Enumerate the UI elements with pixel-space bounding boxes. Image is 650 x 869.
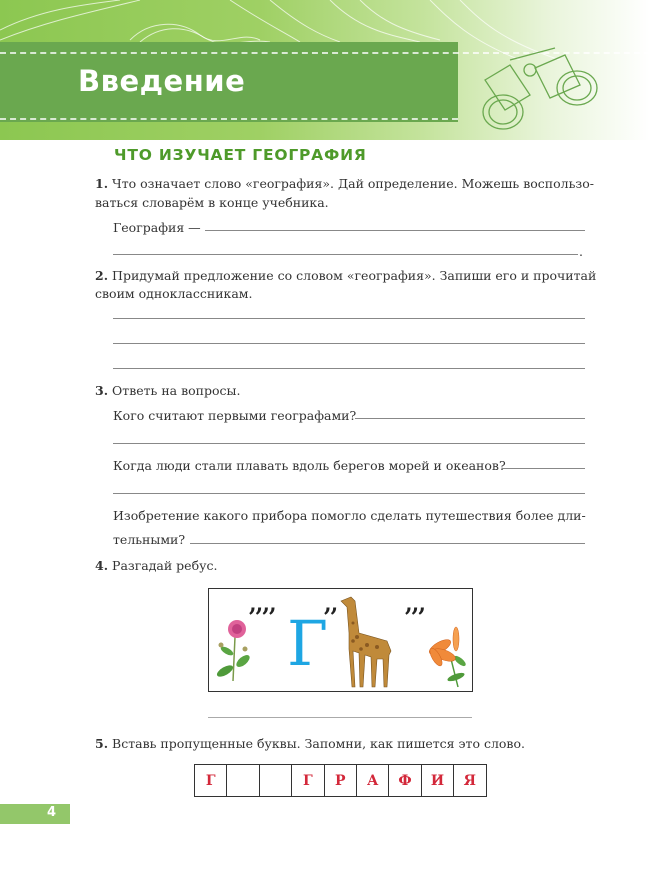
task-text: Разгадай ребус.: [112, 558, 218, 573]
letter-cell: И: [422, 765, 454, 796]
rebus-commas-1: ,,,,: [249, 591, 276, 617]
lily-icon: [424, 625, 468, 689]
letter-grid: [194, 764, 487, 797]
stitch-line-bottom: [0, 118, 458, 122]
question-1: Кого считают первыми географами?: [113, 408, 357, 423]
task-text: Что означает слово «география». Дай определение. Можешь воспользо-: [112, 176, 594, 191]
task-text: Ответь на вопросы.: [112, 383, 241, 398]
task-2-line-1: [95, 266, 596, 286]
task-1-line-1: [95, 174, 594, 194]
letter-cell: Г: [195, 765, 227, 796]
letter-cell: А: [357, 765, 389, 796]
task-number: 3.: [95, 383, 109, 398]
letter-cell: Г: [292, 765, 324, 796]
answer-line[interactable]: [113, 318, 585, 319]
rebus-box: [208, 588, 473, 692]
letter-cell: Р: [325, 765, 357, 796]
letter-cell-blank[interactable]: [260, 765, 292, 796]
task-2-line-2: своим одноклассникам.: [95, 286, 253, 301]
answer-line[interactable]: [355, 418, 585, 419]
task-text: Придумай предложение со словом «география». Запиши его и прочитай: [112, 268, 597, 283]
question-3-cont: тельными?: [113, 532, 186, 547]
answer-line[interactable]: [502, 468, 585, 469]
task-5-heading: [95, 734, 525, 754]
section-title: ЧТО ИЗУЧАЕТ ГЕОГРАФИЯ: [114, 146, 367, 164]
binoculars-icon: [465, 40, 615, 135]
rebus-commas-2: ,,: [324, 591, 338, 617]
rebus-letter: Г: [287, 607, 329, 680]
answer-line[interactable]: [113, 343, 585, 344]
task-number: 1.: [95, 176, 109, 191]
task-number: 5.: [95, 736, 109, 751]
letter-cell: Ф: [389, 765, 421, 796]
task-number: 4.: [95, 558, 109, 573]
task-text: Вставь пропущенные буквы. Запомни, как пишется это слово.: [112, 736, 525, 751]
letter-cell-blank[interactable]: [227, 765, 259, 796]
answer-line[interactable]: [113, 443, 585, 444]
page-number: 4: [46, 805, 56, 820]
rebus-answer-line[interactable]: [208, 717, 472, 718]
task-4-heading: [95, 556, 217, 576]
page-number-tab: [0, 804, 70, 824]
answer-prefix: География —: [113, 220, 201, 235]
question-2: Когда люди стали плавать вдоль берегов морей и океанов?: [113, 458, 506, 473]
task-number: 2.: [95, 268, 109, 283]
chapter-title: Введение: [78, 64, 246, 98]
task-1-line-2: ваться словарём в конце учебника.: [95, 195, 329, 210]
answer-line[interactable]: [205, 230, 585, 231]
task-3-heading: [95, 381, 240, 401]
answer-line[interactable]: [113, 493, 585, 494]
giraffe-icon: [337, 593, 399, 689]
rebus-commas-3: ,,,: [405, 591, 425, 617]
answer-line[interactable]: [113, 254, 578, 255]
question-3: Изобретение какого прибора помогло сделать путешествия более дли-: [113, 508, 586, 523]
flower-icon: [215, 617, 251, 683]
answer-line[interactable]: [190, 543, 585, 544]
letter-cell: Я: [463, 772, 476, 789]
answer-line[interactable]: [113, 368, 585, 369]
answer-suffix: .: [579, 244, 583, 259]
